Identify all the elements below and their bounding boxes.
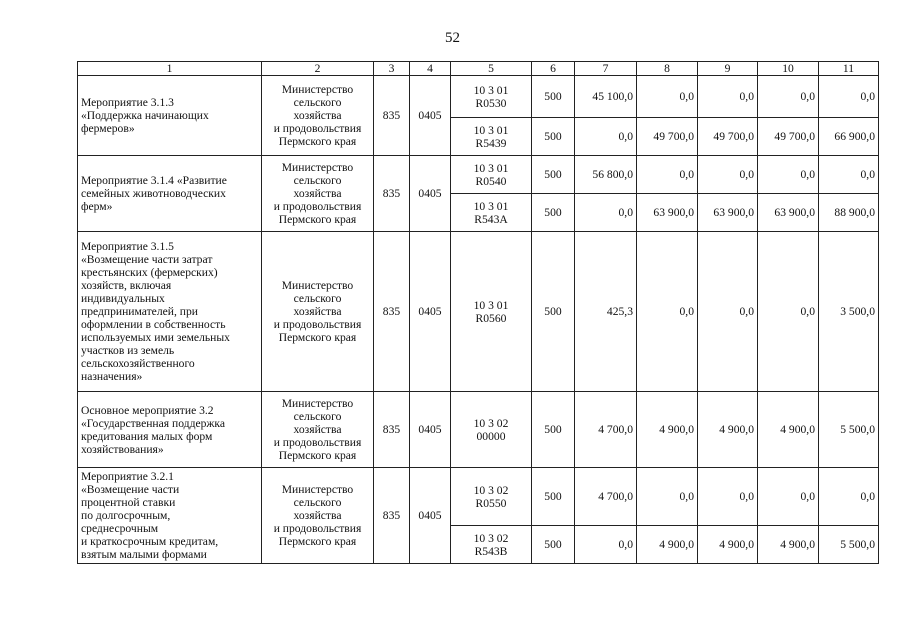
executor-line: Министерство: [281, 483, 354, 496]
amount-cell-8: 0,0: [637, 156, 698, 194]
amount-cell-8: 63 900,0: [637, 194, 698, 232]
measure-name-line: «Поддержка начинающих: [81, 109, 209, 122]
header-cell: 4: [410, 62, 451, 76]
csr-cell: [451, 118, 532, 156]
header-cell: 9: [698, 62, 758, 76]
grbs-cell: 835: [374, 468, 410, 564]
rzpr-cell: 0405: [410, 232, 451, 392]
amount-cell-10: 63 900,0: [758, 194, 819, 232]
measure-name-line: Мероприятие 3.1.5: [81, 240, 174, 253]
amount-cell-7: 45 100,0: [575, 76, 637, 118]
measure-name-cell: [78, 76, 262, 156]
vr-cell: 500: [532, 76, 575, 118]
measure-name-line: оформлении в собственность: [81, 318, 226, 331]
measure-name-line: сельскохозяйственного: [81, 357, 195, 370]
csr-line: 10 3 02: [473, 531, 509, 545]
amount-cell-11: 5 500,0: [819, 392, 879, 468]
measure-name-line: фермеров»: [81, 122, 135, 135]
measure-name-line: кредитования малых форм: [81, 429, 213, 443]
csr-line: R0540: [475, 174, 507, 188]
executor-line: сельского: [293, 410, 342, 423]
rzpr-cell: 0405: [410, 156, 451, 232]
vr-cell: 500: [532, 194, 575, 232]
executor-cell: [262, 232, 374, 392]
header-cell: 10: [758, 62, 819, 76]
measure-name-line: среднесрочным: [81, 522, 159, 535]
executor-line: хозяйства: [293, 509, 342, 522]
measure-name-cell: [78, 232, 262, 392]
executor-line: и продовольствия: [273, 200, 362, 213]
measure-name-line: по долгосрочным,: [81, 509, 171, 522]
amount-cell-10: 0,0: [758, 232, 819, 392]
amount-cell-7: 0,0: [575, 526, 637, 564]
measure-name-line: используемых ими земельных: [81, 331, 230, 344]
amount-cell-8: 4 900,0: [637, 526, 698, 564]
csr-cell: [451, 76, 532, 118]
measure-name-line: Основное мероприятие 3.2: [81, 403, 214, 417]
amount-cell-9: 63 900,0: [698, 194, 758, 232]
vr-cell: 500: [532, 468, 575, 526]
table-row: [78, 392, 879, 468]
amount-cell-7: 56 800,0: [575, 156, 637, 194]
amount-cell-7: 0,0: [575, 194, 637, 232]
csr-line: 10 3 01: [473, 83, 509, 97]
header-cell: 1: [78, 62, 262, 76]
executor-cell: [262, 468, 374, 564]
header-row: [78, 62, 879, 76]
measure-name-line: предпринимателей, при: [81, 305, 198, 318]
table-row: [78, 468, 879, 526]
executor-line: хозяйства: [293, 423, 342, 436]
executor-line: Пермского края: [278, 449, 357, 462]
executor-line: хозяйства: [293, 305, 342, 318]
amount-cell-9: 49 700,0: [698, 118, 758, 156]
vr-cell: 500: [532, 232, 575, 392]
measure-name-line: ферм»: [81, 200, 113, 213]
csr-cell: [451, 468, 532, 526]
header-cell: 3: [374, 62, 410, 76]
csr-line: R0560: [475, 311, 507, 325]
amount-cell-7: 4 700,0: [575, 392, 637, 468]
executor-line: хозяйства: [293, 109, 342, 122]
grbs-cell: 835: [374, 232, 410, 392]
grbs-cell: 835: [374, 392, 410, 468]
measure-name-line: «Возмещение части затрат: [81, 253, 213, 266]
grbs-cell: 835: [374, 156, 410, 232]
amount-cell-8: 49 700,0: [637, 118, 698, 156]
executor-line: сельского: [293, 96, 342, 109]
measure-name-line: Мероприятие 3.1.3: [81, 96, 174, 109]
budget-table: [77, 61, 879, 564]
executor-cell: [262, 392, 374, 468]
executor-line: сельского: [293, 174, 342, 187]
measure-name-line: крестьянских (фермерских): [81, 266, 218, 279]
measure-name-line: участков из земель: [81, 344, 175, 357]
measure-name-line: «Возмещение части: [81, 483, 180, 496]
amount-cell-11: 0,0: [819, 468, 879, 526]
amount-cell-11: 88 900,0: [819, 194, 879, 232]
measure-name-line: процентной ставки: [81, 496, 176, 509]
amount-cell-10: 0,0: [758, 76, 819, 118]
amount-cell-10: 0,0: [758, 156, 819, 194]
amount-cell-11: 5 500,0: [819, 526, 879, 564]
measure-name-cell: [78, 468, 262, 564]
amount-cell-9: 0,0: [698, 156, 758, 194]
page-number: 52: [445, 30, 460, 46]
amount-cell-7: 425,3: [575, 232, 637, 392]
measure-name-line: семейных животноводческих: [81, 187, 226, 200]
amount-cell-11: 3 500,0: [819, 232, 879, 392]
csr-cell: [451, 392, 532, 468]
csr-line: 10 3 02: [473, 483, 509, 497]
executor-line: Пермского края: [278, 331, 357, 344]
executor-line: сельского: [293, 496, 342, 509]
csr-line: 10 3 02: [473, 416, 509, 430]
amount-cell-10: 49 700,0: [758, 118, 819, 156]
vr-cell: 500: [532, 118, 575, 156]
amount-cell-10: 4 900,0: [758, 392, 819, 468]
csr-cell: [451, 232, 532, 392]
measure-name-cell: [78, 392, 262, 468]
amount-cell-8: 0,0: [637, 232, 698, 392]
csr-line: R543A: [474, 212, 508, 226]
amount-cell-10: 0,0: [758, 468, 819, 526]
csr-line: R5439: [475, 136, 507, 150]
measure-name-line: Мероприятие 3.2.1: [81, 470, 174, 483]
executor-cell: [262, 76, 374, 156]
csr-line: 00000: [476, 429, 506, 443]
vr-cell: 500: [532, 392, 575, 468]
header-cell: 6: [532, 62, 575, 76]
executor-line: Пермского края: [278, 213, 357, 226]
amount-cell-9: 0,0: [698, 76, 758, 118]
amount-cell-9: 0,0: [698, 468, 758, 526]
csr-cell: [451, 526, 532, 564]
executor-line: и продовольствия: [273, 318, 362, 331]
amount-cell-8: 0,0: [637, 76, 698, 118]
amount-cell-11: 0,0: [819, 76, 879, 118]
executor-line: Министерство: [281, 397, 354, 410]
csr-cell: [451, 194, 532, 232]
grbs-cell: 835: [374, 76, 410, 156]
executor-line: Министерство: [281, 279, 354, 292]
measure-name-line: хозяйств, включая: [81, 279, 172, 292]
vr-cell: 500: [532, 156, 575, 194]
amount-cell-7: 0,0: [575, 118, 637, 156]
amount-cell-8: 4 900,0: [637, 392, 698, 468]
rzpr-cell: 0405: [410, 392, 451, 468]
executor-line: сельского: [293, 292, 342, 305]
header-cell: 8: [637, 62, 698, 76]
measure-name-line: Мероприятие 3.1.4 «Развитие: [81, 174, 227, 187]
csr-line: 10 3 01: [473, 298, 509, 312]
measure-name-line: и краткосрочным кредитам,: [81, 535, 219, 548]
measure-name-line: назначения»: [81, 370, 143, 383]
amount-cell-11: 0,0: [819, 156, 879, 194]
rzpr-cell: 0405: [410, 76, 451, 156]
csr-line: R543B: [474, 544, 508, 558]
executor-line: и продовольствия: [273, 436, 362, 449]
csr-line: 10 3 01: [473, 199, 509, 213]
executor-line: и продовольствия: [273, 122, 362, 135]
executor-line: Пермского края: [278, 535, 357, 548]
measure-name-line: хозяйствования»: [81, 442, 164, 456]
measure-name-cell: [78, 156, 262, 232]
amount-cell-9: 4 900,0: [698, 526, 758, 564]
vr-cell: 500: [532, 526, 575, 564]
csr-line: R0550: [475, 496, 507, 510]
measure-name-line: индивидуальных: [81, 292, 165, 305]
amount-cell-11: 66 900,0: [819, 118, 879, 156]
csr-line: 10 3 01: [473, 161, 509, 175]
amount-cell-9: 0,0: [698, 232, 758, 392]
executor-line: и продовольствия: [273, 522, 362, 535]
table-row: [78, 232, 879, 392]
header-cell: 2: [262, 62, 374, 76]
csr-cell: [451, 156, 532, 194]
csr-line: 10 3 01: [473, 123, 509, 137]
amount-cell-7: 4 700,0: [575, 468, 637, 526]
table-row: [78, 76, 879, 118]
csr-line: R0530: [475, 96, 507, 110]
executor-line: Пермского края: [278, 135, 357, 148]
amount-cell-10: 4 900,0: [758, 526, 819, 564]
amount-cell-9: 4 900,0: [698, 392, 758, 468]
header-cell: 11: [819, 62, 879, 76]
header-cell: 5: [451, 62, 532, 76]
executor-line: хозяйства: [293, 187, 342, 200]
measure-name-line: взятым малыми формами: [81, 548, 207, 561]
amount-cell-8: 0,0: [637, 468, 698, 526]
executor-cell: [262, 156, 374, 232]
table-row: [78, 156, 879, 194]
executor-line: Министерство: [281, 83, 354, 96]
measure-name-line: «Государственная поддержка: [81, 416, 226, 430]
executor-line: Министерство: [281, 161, 354, 174]
rzpr-cell: 0405: [410, 468, 451, 564]
header-cell: 7: [575, 62, 637, 76]
